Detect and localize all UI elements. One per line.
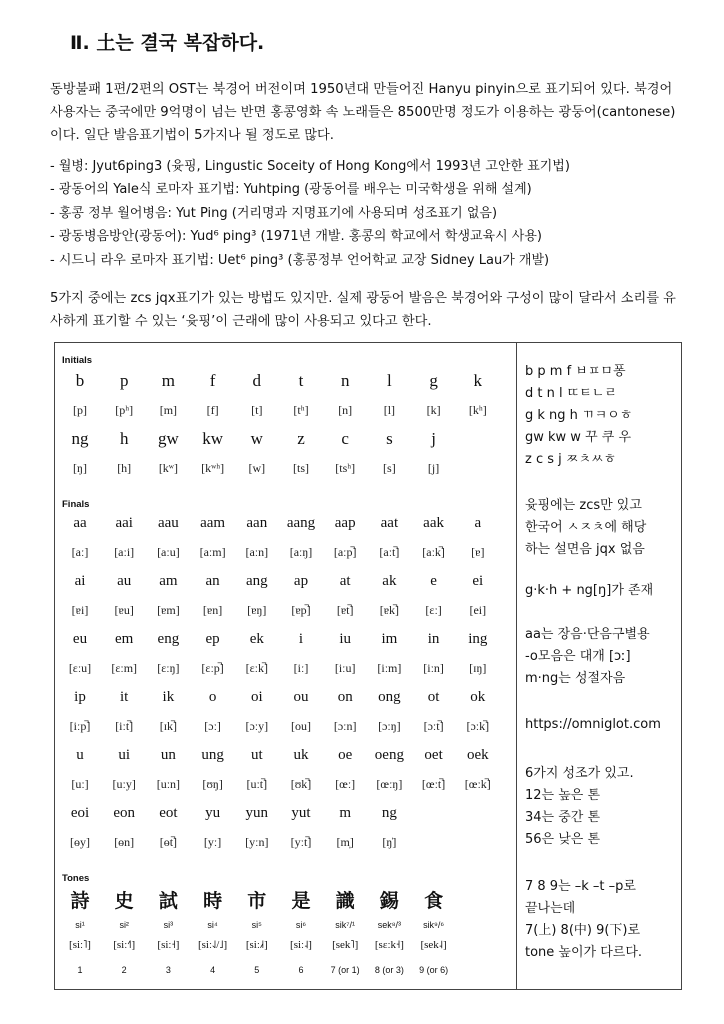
final-letter: ung <box>201 747 224 763</box>
initial-ipa: [ŋ] <box>73 461 87 475</box>
final-letter: aam <box>200 515 226 531</box>
tone-number: 2 <box>121 965 127 975</box>
tones-note <box>525 763 681 851</box>
initial-ipa: [p] <box>73 403 87 417</box>
initial-letter: gw <box>158 429 179 448</box>
initial-letter: kw <box>202 429 223 448</box>
initial-ipa: [ts] <box>293 461 309 475</box>
final-letter: ut <box>250 747 263 763</box>
final-ipa: [ɛːu] <box>68 661 92 675</box>
final-ipa: [yː] <box>203 835 222 849</box>
final-ipa: [ɛːm] <box>111 661 138 675</box>
final-letter: eot <box>159 805 178 821</box>
final-ipa: [ɪŋ] <box>469 661 487 675</box>
final-ipa: [ɐm] <box>157 603 180 617</box>
tone-character: 食 <box>424 890 444 912</box>
initial-letter: p <box>119 371 129 390</box>
initial-letter: ng <box>71 429 89 448</box>
initial-ipa: [h] <box>117 461 132 475</box>
final-ipa: [aːu] <box>157 545 180 559</box>
final-ipa: [iːp̚] <box>69 719 91 733</box>
tone-romanization: sek⁸/³ <box>377 920 402 930</box>
final-letter: oeng <box>374 747 404 763</box>
tone-character: 市 <box>247 890 267 912</box>
tone-romanization: si⁵ <box>251 920 262 930</box>
final-letter: aak <box>423 515 444 531</box>
final-ipa: [aːt̚] <box>379 545 400 559</box>
final-ipa: [ɔːn] <box>333 719 357 733</box>
final-letter: ak <box>382 573 397 589</box>
final-ipa: [aː] <box>71 545 89 559</box>
final-ipa: [uːy] <box>112 777 136 791</box>
initial-ipa: [kʷʰ] <box>201 461 225 475</box>
note-line: 윳핑에는 zcs만 있고 <box>525 498 642 513</box>
initial-ipa: [kʷ] <box>158 461 178 475</box>
tone-ipa: [siː˧] <box>157 939 180 951</box>
final-ipa: [ɐŋ] <box>247 603 267 617</box>
final-ipa: [ʊk̚] <box>290 777 312 791</box>
vowel-note <box>525 624 681 690</box>
final-ipa: [uː] <box>71 777 89 791</box>
note-line: 7(上) 8(中) 9(下)로 <box>525 923 641 938</box>
final-letter: ng <box>381 805 397 821</box>
final-letter: ui <box>118 747 131 763</box>
initial-ipa: [tsʰ] <box>335 461 356 475</box>
final-ipa: [ɔːk̚] <box>466 719 490 733</box>
final-ipa: [ɔːt̚] <box>423 719 444 733</box>
intro-paragraph: 동방불패 1편/2편의 OST는 북경어 버전이며 1950년대 만들어진 Hanyu pinyin으로 표기되어 있다. 북경어 사용자는 중국에만 9억명이 넘는 반면 홍콩영화 속 노래들은 8500만명 정도가 이용하는 광둥어(cantonese)이다. 일단 발음표기법이 5가지나 될 정도로 많다. <box>50 82 676 143</box>
initial-ipa: [pʰ] <box>115 403 134 417</box>
final-ipa: [aːm] <box>199 545 226 559</box>
final-ipa: [aːŋ] <box>289 545 313 559</box>
list-item: - 홍콩 정부 월어병음: Yut Ping (거리명과 지명표기에 사용되며 성조표기 없음) <box>50 205 498 221</box>
tone-romanization: si⁴ <box>207 920 218 930</box>
tone-number: 8 (or 3) <box>374 965 404 975</box>
tone-romanization: si⁶ <box>295 920 307 930</box>
source-url <box>525 714 681 736</box>
column-divider <box>516 343 517 989</box>
final-letter: un <box>160 747 176 763</box>
final-ipa: [ɐu] <box>114 603 134 617</box>
tone-number: 4 <box>210 965 216 975</box>
initial-ipa: [n] <box>338 403 353 417</box>
final-letter: e <box>430 573 437 589</box>
final-ipa: [œːk̚] <box>464 777 491 791</box>
final-letter: o <box>208 689 217 705</box>
tone-ipa: [siː˩˧] <box>245 939 268 951</box>
initial-letter: m <box>161 371 175 390</box>
final-ipa: [ɔːy] <box>245 719 269 733</box>
final-ipa: [ɐ] <box>471 545 485 559</box>
initial-letter: s <box>386 429 393 448</box>
list-item: - 시드니 라우 로마자 표기법: Uet⁶ ping³ (홍콩정부 언어학교 교장 Sidney Lau가 개발) <box>50 252 550 268</box>
final-ipa: [aːk̚] <box>422 545 445 559</box>
tone-romanization: si³ <box>163 920 174 930</box>
final-letter: oe <box>338 747 353 763</box>
final-letter: oi <box>250 689 263 705</box>
map-line: d t n l ㄸㅌㄴㄹ <box>525 386 617 401</box>
final-ipa: [yːn] <box>245 835 269 849</box>
initial-letter: l <box>387 371 392 390</box>
final-letter: ot <box>427 689 440 705</box>
final-ipa: [ɐt̚] <box>336 603 354 617</box>
map-line: g k ng h ㄲㅋㅇㅎ <box>525 408 633 423</box>
final-ipa: [iːm] <box>377 661 402 675</box>
map-line: z c s j ㅉㅊㅆㅎ <box>525 452 617 467</box>
gkh-note <box>525 580 681 602</box>
final-letter: ik <box>162 689 175 705</box>
final-ipa: [iː] <box>293 661 309 675</box>
initial-ipa: [t] <box>251 403 263 417</box>
final-ipa: [uːt̚] <box>246 777 268 791</box>
tone-number: 7 (or 1) <box>330 965 360 975</box>
final-ipa: [ɵt̚] <box>159 835 178 849</box>
final-ipa: [ɐp̚] <box>291 603 311 617</box>
final-ipa: [ɐk̚] <box>379 603 400 617</box>
outro-paragraph: 5가지 중에는 zcs jqx표기가 있는 방법도 있지만. 실제 광둥어 발음은 북경어와 구성이 많이 달라서 소리를 유사하게 표기할 수 있는 ‘윳핑’이 근래에 많이 사용되고 있다고 한다. <box>50 291 676 329</box>
final-letter: am <box>159 573 178 589</box>
initial-letter: c <box>341 429 349 448</box>
initial-letter: f <box>209 371 216 390</box>
initial-ipa: [j] <box>427 461 440 475</box>
final-ipa: [ou] <box>291 719 311 733</box>
note-line: m·ng는 성절자음 <box>525 671 626 686</box>
final-ipa: [ɛːk̚] <box>245 661 268 675</box>
final-letter: eon <box>113 805 136 821</box>
initial-ipa: [k] <box>426 403 441 417</box>
final-letter: u <box>76 747 84 763</box>
note-line: 하는 설면음 jqx 없음 <box>525 542 645 557</box>
final-ipa: [ɪk̚] <box>159 719 178 733</box>
map-line: b p m f ㅂㅍㅁ퐁 <box>525 364 626 379</box>
tone-number: 6 <box>298 965 304 975</box>
final-letter: oek <box>466 747 489 763</box>
tone-character: 史 <box>114 890 134 912</box>
final-letter: oet <box>424 747 443 763</box>
final-letter: ep <box>205 631 220 647</box>
final-ipa: [aːp̚] <box>333 545 357 559</box>
final-ipa: [ɵn] <box>114 835 135 849</box>
initial-letter: z <box>297 429 305 448</box>
tone-character: 時 <box>203 890 223 912</box>
final-ipa: [œːŋ] <box>376 777 403 791</box>
final-letter: m <box>339 805 352 821</box>
final-letter: an <box>205 573 220 589</box>
initial-ipa: [w] <box>248 461 266 475</box>
final-letter: au <box>117 573 132 589</box>
tone-ipa: [siː˥] <box>69 939 91 951</box>
final-ipa: [ei] <box>469 603 487 617</box>
final-ipa: [ɐn] <box>202 603 223 617</box>
tone-romanization: si² <box>119 920 129 930</box>
tone-character: 錫 <box>379 890 399 912</box>
initial-ipa: [kʰ] <box>468 403 487 417</box>
map-line: gw kw w 꾸 쿠 우 <box>525 430 632 445</box>
final-ipa: [ɛː] <box>425 603 442 617</box>
jyutping-note <box>525 495 681 561</box>
initial-ipa: [m] <box>159 403 178 417</box>
final-letter: eu <box>72 631 88 647</box>
note-line: g·k·h + ng[ŋ]가 존재 <box>525 583 654 598</box>
initial-letter: g <box>429 371 438 390</box>
romanization-list <box>50 155 690 272</box>
initials-korean-map <box>525 361 681 471</box>
initial-ipa: [l] <box>383 403 396 417</box>
final-letter: aan <box>246 515 268 531</box>
final-ipa: [ɛːŋ] <box>157 661 180 675</box>
note-line: https://omniglot.com <box>525 717 661 732</box>
final-letter: uk <box>293 747 309 763</box>
final-letter: ei <box>472 573 484 589</box>
final-ipa: [ɔː] <box>204 719 221 733</box>
final-ipa: [iːu] <box>334 661 356 675</box>
final-ipa: [œːt̚] <box>421 777 446 791</box>
final-ipa: [ɔːŋ] <box>378 719 401 733</box>
final-letter: yu <box>205 805 221 821</box>
note-line: 끝나는데 <box>525 901 576 916</box>
tone-ipa: [sek˥] <box>332 939 359 951</box>
tone-ipa: [sɛːk˧] <box>374 939 404 951</box>
final-letter: im <box>381 631 398 647</box>
tone-character: 是 <box>291 890 311 912</box>
list-item: - 광동병음방안(광동어): Yud⁶ ping³ (1971년 개발. 홍콩의 학교에서 학생교육시 사용) <box>50 229 542 245</box>
initial-letter: b <box>75 371 85 390</box>
tone-romanization: si¹ <box>75 920 85 930</box>
note-line: 12는 높은 톤 <box>525 788 601 803</box>
final-letter: i <box>298 631 304 647</box>
final-ipa: [ɵy] <box>70 835 90 849</box>
final-letter: ek <box>249 631 264 647</box>
final-letter: ap <box>293 573 309 589</box>
initial-letter: j <box>431 429 436 448</box>
initial-letter: n <box>340 371 350 390</box>
final-letter: aai <box>115 515 133 531</box>
final-letter: em <box>115 631 134 647</box>
final-letter: aang <box>286 515 316 531</box>
tone-ipa: [siː˨˩/˩] <box>197 939 228 951</box>
final-ipa: [œː] <box>335 777 356 791</box>
tone-number: 1 <box>77 965 83 975</box>
final-letter: ing <box>468 631 488 647</box>
note-line: 7 8 9는 –k –t –p로 <box>525 879 636 894</box>
final-letter: on <box>337 689 353 705</box>
tone-character: 識 <box>335 890 355 912</box>
note-line: aa는 장음·단음구별용 <box>525 627 650 642</box>
final-letter: eoi <box>70 805 90 821</box>
final-letter: ou <box>293 689 309 705</box>
initials-heading: Initials <box>62 355 93 366</box>
list-item: - 월병: Jyut6ping3 (윳핑, Lingustic Soceity of Hong Kong에서 1993년 고안한 표기법) <box>50 159 570 174</box>
tone-number: 3 <box>165 965 171 975</box>
final-ipa: [yːt̚] <box>290 835 312 849</box>
tone-ipa: [sek˨] <box>420 939 447 951</box>
note-line: 34는 중간 톤 <box>525 810 601 825</box>
final-ipa: [aːn] <box>245 545 269 559</box>
final-letter: aau <box>157 515 179 531</box>
final-ipa: [ŋ̍] <box>382 835 397 849</box>
tone-ipa: [siː˧˥] <box>113 939 136 951</box>
final-letter: aat <box>380 515 399 531</box>
tone-romanization: sik⁷/¹ <box>335 920 356 930</box>
list-item: - 광동어의 Yale식 로마자 표기법: Yuhtping (광동어를 배우는 미국학생을 위해 설계) <box>50 182 532 198</box>
section-title: Ⅱ. 土는 결국 복잡하다. <box>70 32 265 54</box>
final-ipa: [uːn] <box>156 777 181 791</box>
note-line: 한국어 ㅅㅈㅊ에 해당 <box>525 520 647 535</box>
checked-tones-note <box>525 876 681 964</box>
tone-number: 5 <box>254 965 260 975</box>
tone-character: 試 <box>158 890 178 912</box>
note-line: 56은 낮은 톤 <box>525 832 601 847</box>
initial-letter: t <box>298 371 304 390</box>
final-ipa: [m̩] <box>336 835 354 849</box>
final-letter: at <box>339 573 351 589</box>
final-ipa: [aːi] <box>114 545 135 559</box>
initial-ipa: [tʰ] <box>293 403 309 417</box>
tone-number: 9 (or 6) <box>419 965 449 975</box>
final-letter: aa <box>73 515 87 531</box>
tones-heading: Tones <box>62 873 90 884</box>
final-letter: yun <box>245 805 269 821</box>
initial-letter: w <box>250 429 263 448</box>
tone-romanization: sik⁹/⁶ <box>423 920 445 930</box>
initial-letter: h <box>119 429 129 448</box>
initial-letter: d <box>252 371 262 390</box>
final-letter: iu <box>339 631 352 647</box>
final-letter: ang <box>245 573 268 589</box>
final-letter: yut <box>291 805 311 821</box>
note-line: tone 높이가 다르다. <box>525 945 643 960</box>
note-line: 6가지 성조가 있고. <box>525 766 634 781</box>
jyutping-chart-box <box>54 342 682 990</box>
initial-ipa: [f] <box>206 403 219 417</box>
final-letter: ok <box>470 689 486 705</box>
initial-ipa: [s] <box>383 461 396 475</box>
final-letter: aap <box>334 515 356 531</box>
final-letter: eng <box>157 631 180 647</box>
tone-character: 詩 <box>70 890 90 912</box>
finals-heading: Finals <box>62 499 90 510</box>
final-ipa: [iːn] <box>423 661 444 675</box>
final-letter: ai <box>74 573 86 589</box>
final-letter: it <box>120 689 129 705</box>
final-ipa: [ʊŋ] <box>202 777 223 791</box>
final-letter: a <box>474 515 482 531</box>
note-line: -o모음은 대개 [ɔː] <box>525 649 631 664</box>
tone-ipa: [siː˨] <box>290 939 312 951</box>
final-ipa: [iːt̚] <box>115 719 134 733</box>
initial-letter: k <box>473 371 483 390</box>
final-letter: in <box>427 631 440 647</box>
final-letter: ong <box>378 689 401 705</box>
final-letter: ip <box>74 689 86 705</box>
final-ipa: [ɐi] <box>71 603 89 617</box>
final-ipa: [ɛːp̚] <box>201 661 224 675</box>
